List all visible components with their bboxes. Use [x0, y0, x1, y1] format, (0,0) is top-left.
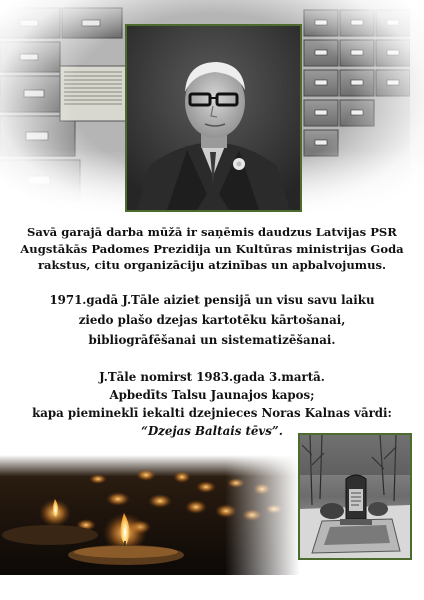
death-paragraph	[12, 368, 412, 440]
paragraph-line: rakstus, citu organizāciju atzinības un apbalvojumus.	[37, 258, 387, 272]
epitaph-quote: “Dzejas Baltais tēvs”.	[141, 424, 283, 438]
portrait-photo	[125, 24, 302, 212]
paragraph-line: bibliogrāfēšanai un sistematizēšanai.	[88, 333, 336, 347]
paragraph-line: kapa piemineklī iekalti dzejnieces Noras Kalnas vārdi:	[32, 406, 392, 420]
candles-photo	[0, 455, 300, 575]
retirement-paragraph	[12, 290, 412, 350]
paragraph-line: ziedo plašo dzejas kartotēku kārtošanai,	[78, 313, 346, 327]
paragraph-line: Augstākās Padomes Prezidija un Kultūras ministrijas Goda	[20, 241, 404, 256]
grave-photo	[298, 433, 412, 560]
paragraph-line: 1971.gadā J.Tāle aiziet pensijā un visu savu laiku	[49, 293, 375, 307]
awards-paragraph	[12, 224, 412, 274]
paragraph-line: Savā garajā darba mūžā ir saņēmis daudzus Latvijas PSR	[27, 225, 397, 239]
paragraph-line: J.Tāle nomirst 1983.gada 3.martā.	[99, 370, 325, 384]
paragraph-line: Apbedīts Talsu Jaunajos kapos;	[109, 388, 315, 402]
